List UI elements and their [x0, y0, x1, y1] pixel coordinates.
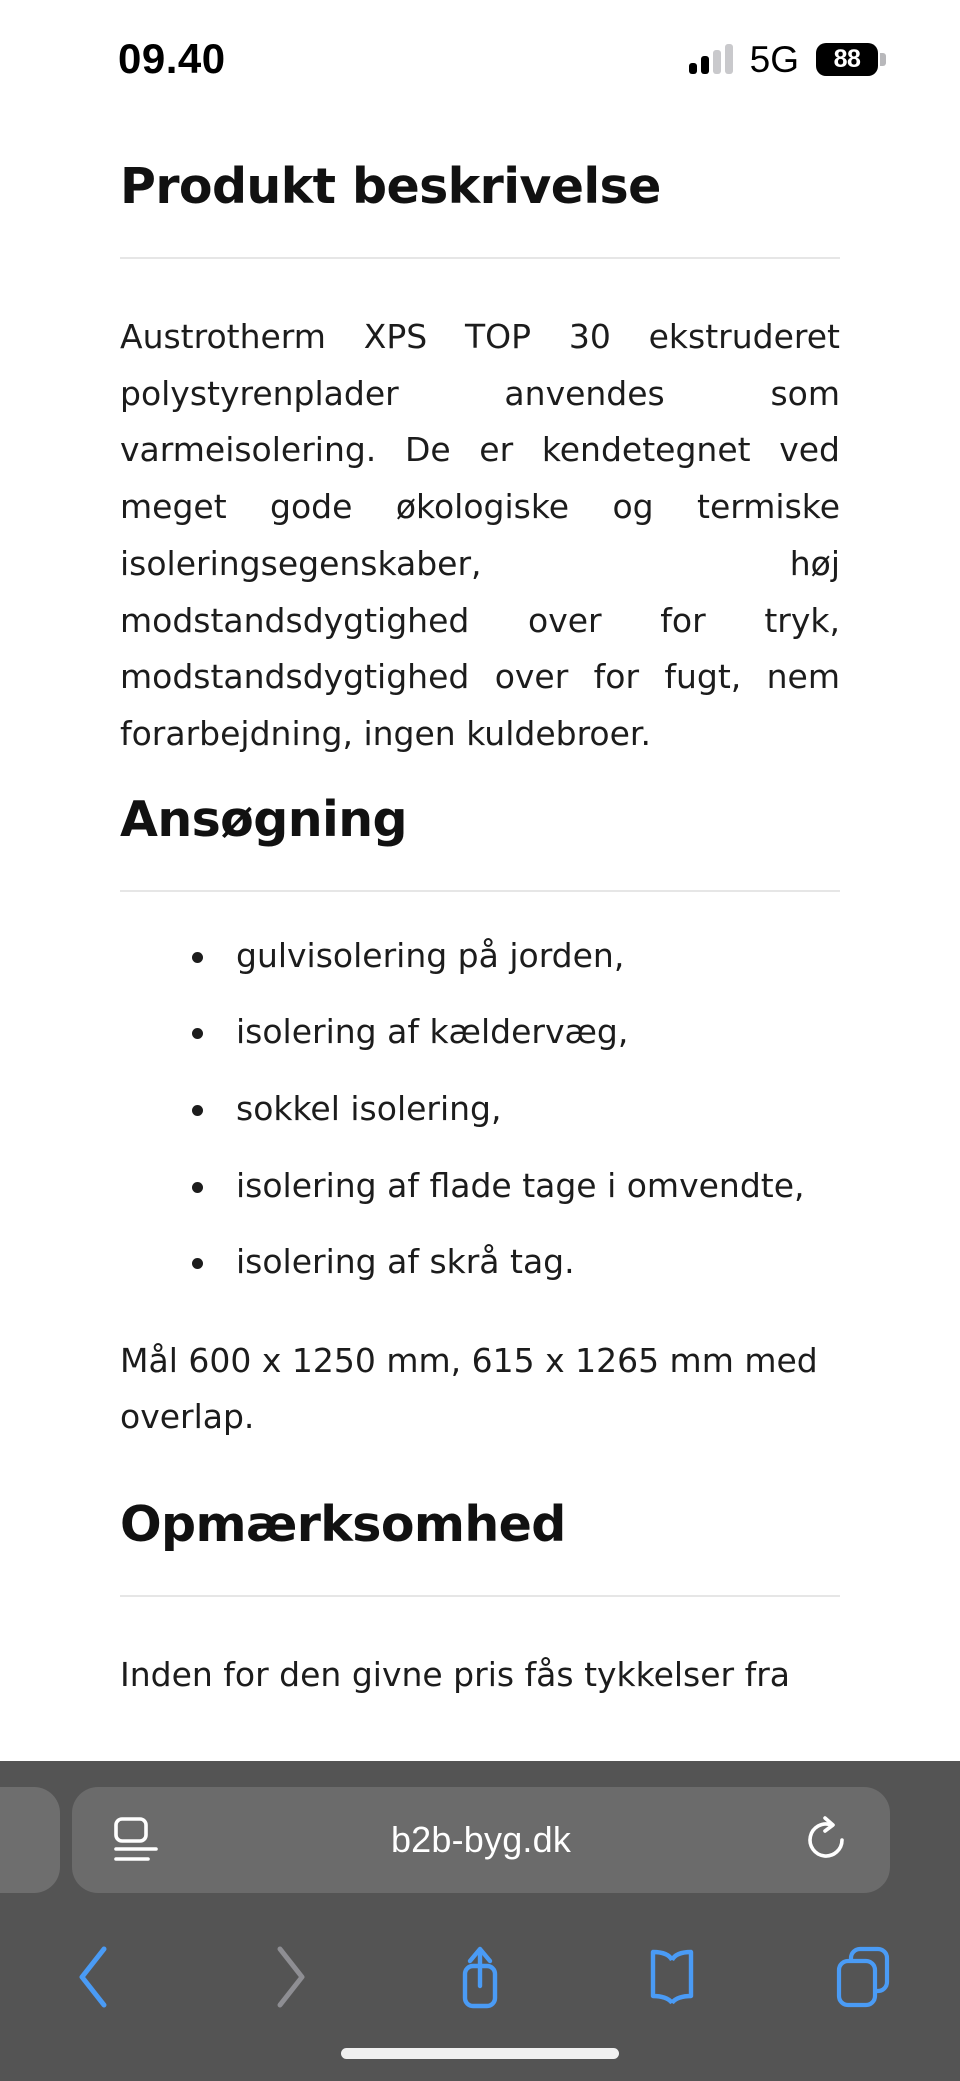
address-bar[interactable]	[72, 1787, 890, 1893]
dimensions-paragraph: Mål 600 x 1250 mm, 615 x 1265 mm med overlap.	[120, 1340, 818, 1437]
share-icon	[451, 1940, 509, 2014]
tabs-button[interactable]	[768, 1921, 960, 2033]
forward-button[interactable]	[192, 1921, 384, 2033]
back-button[interactable]	[0, 1921, 192, 2033]
list-item: isolering af skrå tag.	[192, 1242, 840, 1282]
attention-paragraph: Inden for den givne pris fås tykkelser fra	[120, 1655, 791, 1695]
intro-paragraph: Austrotherm XPS TOP 30 ekstruderet polystyrenplader anvendes som varmeisolering. De er kendetegnet ved meget gode økologiske og termiske isoleringsegenskaber, høj modstandsdygtighed over for tryk, modstandsdygtighed over for fugt, nem forarbejdning, ingen kuldebroer.	[120, 316, 840, 754]
back-chevron-icon	[72, 1943, 120, 2011]
reader-view-icon[interactable]	[114, 1817, 158, 1863]
application-list	[120, 936, 840, 1282]
bookmarks-button[interactable]	[576, 1921, 768, 2033]
network-type-label: 5G	[749, 38, 799, 80]
list-item: isolering af kældervæg,	[192, 1012, 840, 1052]
heading-opmaerksomhed: Opmærksomhed	[120, 1496, 566, 1554]
home-indicator	[341, 2048, 619, 2059]
forward-chevron-icon	[264, 1943, 312, 2011]
list-item: sokkel isolering,	[192, 1089, 840, 1129]
battery-icon	[816, 43, 878, 76]
browser-toolbar	[0, 1921, 960, 2033]
page-title: Produkt beskrivelse	[120, 158, 661, 215]
url-text[interactable]: b2b-byg.dk	[390, 1819, 572, 1860]
tabs-icon	[833, 1945, 895, 2009]
adjacent-tab[interactable]	[0, 1787, 60, 1893]
reload-icon[interactable]	[804, 1816, 848, 1864]
share-button[interactable]	[384, 1921, 576, 2033]
signal-bars-icon	[689, 44, 733, 74]
status-bar-clock: 09.40	[118, 35, 226, 82]
browser-chrome	[0, 1761, 960, 2081]
list-item: gulvisolering på jorden,	[192, 936, 840, 976]
tab-strip	[0, 1787, 960, 1893]
web-page-content	[0, 112, 960, 1704]
heading-ansogning: Ansøgning	[120, 790, 407, 848]
status-bar-indicators	[689, 35, 878, 78]
bookmarks-book-icon	[641, 1946, 703, 2008]
battery-percent-label: 88	[833, 44, 861, 73]
list-item: isolering af flade tage i omvendte,	[192, 1166, 840, 1206]
status-bar	[0, 0, 960, 112]
